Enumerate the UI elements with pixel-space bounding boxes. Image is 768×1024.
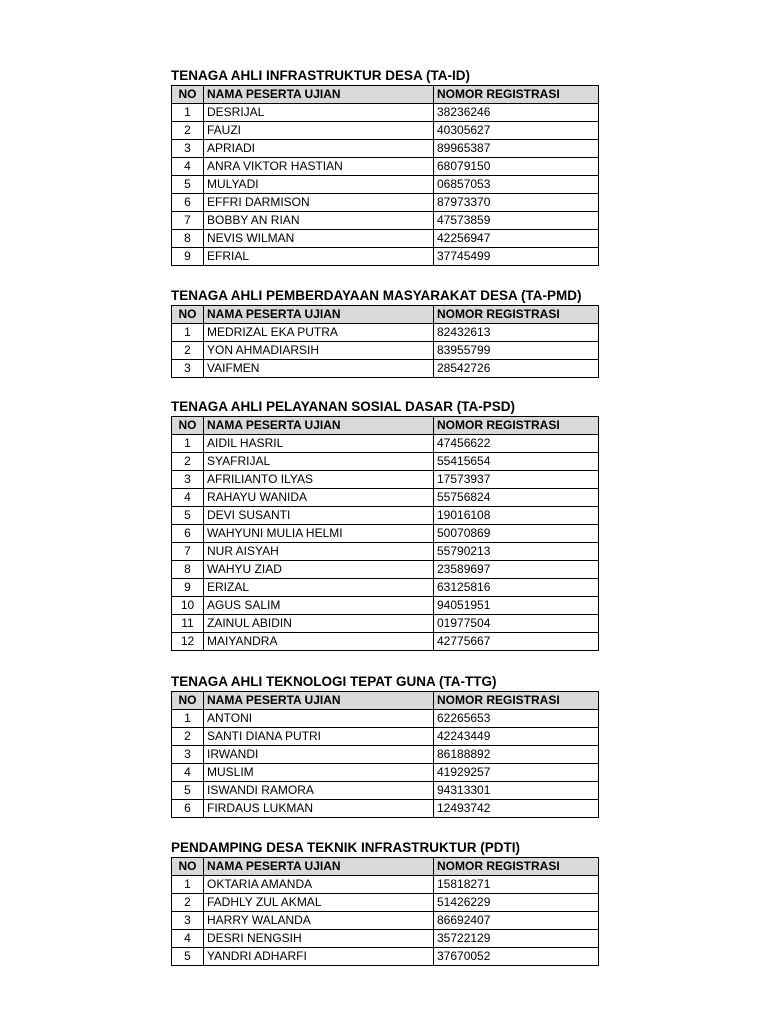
table-row [172, 158, 599, 176]
registration-number: 51426229 [434, 894, 599, 912]
participant-table [171, 857, 599, 966]
participant-name: NEVIS WILMAN [204, 230, 434, 248]
table-row [172, 489, 599, 507]
participant-name: FIRDAUS LUKMAN [204, 800, 434, 818]
participant-name: EFRIAL [204, 248, 434, 266]
row-number: 2 [172, 342, 204, 360]
row-number: 5 [172, 176, 204, 194]
row-number: 3 [172, 471, 204, 489]
table-row [172, 561, 599, 579]
participant-name: ERIZAL [204, 579, 434, 597]
table-row [172, 894, 599, 912]
participant-name: IRWANDI [204, 746, 434, 764]
table-row [172, 342, 599, 360]
registration-number: 41929257 [434, 764, 599, 782]
header-no: NO [172, 692, 204, 710]
row-number: 2 [172, 728, 204, 746]
header-name: NAMA PESERTA UJIAN [204, 86, 434, 104]
row-number: 1 [172, 435, 204, 453]
registration-number: 68079150 [434, 158, 599, 176]
row-number: 4 [172, 158, 204, 176]
table-row [172, 948, 599, 966]
header-no: NO [172, 306, 204, 324]
row-number: 3 [172, 746, 204, 764]
table-row [172, 435, 599, 453]
registration-number: 82432613 [434, 324, 599, 342]
section-title: TENAGA AHLI PEMBERDAYAAN MASYARAKAT DESA (TA-PMD) [171, 288, 582, 303]
participant-name: ANTONI [204, 710, 434, 728]
table-row [172, 471, 599, 489]
header-registration: NOMOR REGISTRASI [434, 417, 599, 435]
registration-number: 62265653 [434, 710, 599, 728]
row-number: 2 [172, 453, 204, 471]
registration-number: 28542726 [434, 360, 599, 378]
table-row [172, 453, 599, 471]
row-number: 3 [172, 912, 204, 930]
row-number: 1 [172, 324, 204, 342]
registration-number: 42775667 [434, 633, 599, 651]
table-row [172, 543, 599, 561]
section-title: TENAGA AHLI PELAYANAN SOSIAL DASAR (TA-PSD) [171, 399, 516, 414]
registration-number: 86692407 [434, 912, 599, 930]
registration-number: 42256947 [434, 230, 599, 248]
registration-number: 89965387 [434, 140, 599, 158]
table-row [172, 230, 599, 248]
row-number: 5 [172, 507, 204, 525]
participant-name: FAUZI [204, 122, 434, 140]
row-number: 8 [172, 561, 204, 579]
row-number: 4 [172, 489, 204, 507]
table-row [172, 912, 599, 930]
table-row [172, 728, 599, 746]
row-number: 3 [172, 140, 204, 158]
registration-number: 86188892 [434, 746, 599, 764]
row-number: 11 [172, 615, 204, 633]
registration-number: 55415654 [434, 453, 599, 471]
participant-name: BOBBY AN RIAN [204, 212, 434, 230]
registration-number: 55756824 [434, 489, 599, 507]
registration-number: 17573937 [434, 471, 599, 489]
participant-name: ANRA VIKTOR HASTIAN [204, 158, 434, 176]
participant-name: NUR AISYAH [204, 543, 434, 561]
row-number: 6 [172, 525, 204, 543]
participant-name: ZAINUL ABIDIN [204, 615, 434, 633]
table-row [172, 140, 599, 158]
row-number: 9 [172, 248, 204, 266]
table-row [172, 800, 599, 818]
participant-table [171, 416, 599, 651]
table-row [172, 176, 599, 194]
registration-number: 47456622 [434, 435, 599, 453]
header-registration: NOMOR REGISTRASI [434, 86, 599, 104]
section-0 [171, 68, 598, 266]
row-number: 7 [172, 543, 204, 561]
table-row [172, 122, 599, 140]
participant-name: MAIYANDRA [204, 633, 434, 651]
registration-number: 37670052 [434, 948, 599, 966]
participant-name: SYAFRIJAL [204, 453, 434, 471]
participant-name: AFRILIANTO ILYAS [204, 471, 434, 489]
row-number: 1 [172, 876, 204, 894]
registration-number: 87973370 [434, 194, 599, 212]
row-number: 6 [172, 800, 204, 818]
row-number: 5 [172, 782, 204, 800]
registration-number: 01977504 [434, 615, 599, 633]
table-row [172, 194, 599, 212]
section-title: PENDAMPING DESA TEKNIK INFRASTRUKTUR (PDTI) [171, 840, 520, 855]
registration-number: 06857053 [434, 176, 599, 194]
table-header-row [172, 86, 599, 104]
participant-name: WAHYU ZIAD [204, 561, 434, 579]
table-header-row [172, 692, 599, 710]
section-4 [171, 840, 598, 966]
row-number: 1 [172, 710, 204, 728]
registration-number: 35722129 [434, 930, 599, 948]
table-row [172, 360, 599, 378]
participant-name: MEDRIZAL EKA PUTRA [204, 324, 434, 342]
table-row [172, 525, 599, 543]
registration-number: 42243449 [434, 728, 599, 746]
registration-number: 23589697 [434, 561, 599, 579]
table-row [172, 746, 599, 764]
table-row [172, 782, 599, 800]
table-row [172, 248, 599, 266]
row-number: 2 [172, 122, 204, 140]
row-number: 5 [172, 948, 204, 966]
row-number: 9 [172, 579, 204, 597]
registration-number: 19016108 [434, 507, 599, 525]
registration-number: 37745499 [434, 248, 599, 266]
participant-name: FADHLY ZUL AKMAL [204, 894, 434, 912]
table-row [172, 324, 599, 342]
row-number: 7 [172, 212, 204, 230]
participant-table [171, 305, 599, 378]
participant-name: MUSLIM [204, 764, 434, 782]
table-row [172, 507, 599, 525]
section-3 [171, 674, 598, 818]
table-row [172, 597, 599, 615]
table-header-row [172, 858, 599, 876]
participant-name: OKTARIA AMANDA [204, 876, 434, 894]
row-number: 1 [172, 104, 204, 122]
header-no: NO [172, 86, 204, 104]
participant-name: SANTI DIANA PUTRI [204, 728, 434, 746]
row-number: 8 [172, 230, 204, 248]
row-number: 3 [172, 360, 204, 378]
section-title: TENAGA AHLI TEKNOLOGI TEPAT GUNA (TA-TTG) [171, 674, 497, 689]
table-header-row [172, 417, 599, 435]
registration-number: 83955799 [434, 342, 599, 360]
table-row [172, 930, 599, 948]
row-number: 4 [172, 930, 204, 948]
table-row [172, 579, 599, 597]
section-title: TENAGA AHLI INFRASTRUKTUR DESA (TA-ID) [171, 68, 470, 83]
row-number: 10 [172, 597, 204, 615]
header-no: NO [172, 858, 204, 876]
registration-number: 40305627 [434, 122, 599, 140]
table-row [172, 615, 599, 633]
registration-number: 55790213 [434, 543, 599, 561]
participant-table [171, 691, 599, 818]
participant-name: DEVI SUSANTI [204, 507, 434, 525]
registration-number: 94051951 [434, 597, 599, 615]
table-header-row [172, 306, 599, 324]
row-number: 6 [172, 194, 204, 212]
registration-number: 15818271 [434, 876, 599, 894]
header-registration: NOMOR REGISTRASI [434, 692, 599, 710]
participant-table [171, 85, 599, 266]
table-row [172, 104, 599, 122]
section-1 [171, 288, 598, 378]
header-registration: NOMOR REGISTRASI [434, 306, 599, 324]
row-number: 4 [172, 764, 204, 782]
table-row [172, 212, 599, 230]
header-name: NAMA PESERTA UJIAN [204, 858, 434, 876]
header-name: NAMA PESERTA UJIAN [204, 417, 434, 435]
participant-name: WAHYUNI MULIA HELMI [204, 525, 434, 543]
participant-name: MULYADI [204, 176, 434, 194]
participant-name: AGUS SALIM [204, 597, 434, 615]
header-registration: NOMOR REGISTRASI [434, 858, 599, 876]
participant-name: YANDRI ADHARFI [204, 948, 434, 966]
section-2 [171, 399, 598, 651]
header-name: NAMA PESERTA UJIAN [204, 306, 434, 324]
participant-name: APRIADI [204, 140, 434, 158]
header-no: NO [172, 417, 204, 435]
participant-name: DESRIJAL [204, 104, 434, 122]
participant-name: YON AHMADIARSIH [204, 342, 434, 360]
participant-name: HARRY WALANDA [204, 912, 434, 930]
participant-name: AIDIL HASRIL [204, 435, 434, 453]
participant-name: ISWANDI RAMORA [204, 782, 434, 800]
table-row [172, 633, 599, 651]
participant-name: DESRI NENGSIH [204, 930, 434, 948]
table-row [172, 710, 599, 728]
participant-name: EFFRI DARMISON [204, 194, 434, 212]
table-row [172, 876, 599, 894]
participant-name: RAHAYU WANIDA [204, 489, 434, 507]
registration-number: 38236246 [434, 104, 599, 122]
registration-number: 47573859 [434, 212, 599, 230]
header-name: NAMA PESERTA UJIAN [204, 692, 434, 710]
row-number: 2 [172, 894, 204, 912]
registration-number: 12493742 [434, 800, 599, 818]
participant-name: VAIFMEN [204, 360, 434, 378]
registration-number: 50070869 [434, 525, 599, 543]
row-number: 12 [172, 633, 204, 651]
registration-number: 63125816 [434, 579, 599, 597]
table-row [172, 764, 599, 782]
registration-number: 94313301 [434, 782, 599, 800]
